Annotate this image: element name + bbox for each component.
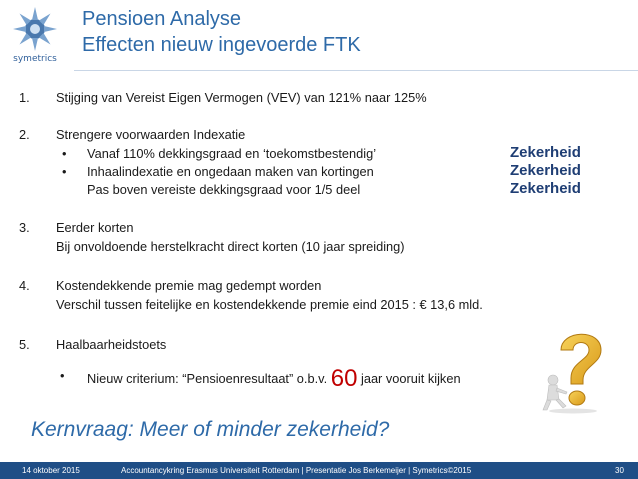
item-2-bullet-1: Vanaf 110% dekkingsgraad en ‘toekomstbestendig’ <box>87 146 377 161</box>
item-2-number: 2. <box>19 127 30 142</box>
item-2-text: Strengere voorwaarden Indexatie <box>56 127 246 142</box>
footer-date: 14 oktober 2015 <box>22 466 80 475</box>
item-4-text: Kostendekkende premie mag gedempt worden <box>56 278 322 293</box>
item-4-sub: Verschil tussen feitelijke en kostendekkende premie eind 2015 : € 13,6 mld. <box>56 297 483 312</box>
criterion-text-after: jaar vooruit kijken <box>360 371 461 386</box>
gear-star-icon <box>12 6 58 52</box>
question-mark-figure-icon <box>539 322 613 414</box>
title-divider <box>74 70 638 71</box>
footer-info: Accountancykring Erasmus Universiteit Rotterdam | Presentatie Jos Berkemeijer | Symetrics©2015 <box>121 466 472 475</box>
footer-bar <box>0 462 638 479</box>
item-3-text: Eerder korten <box>56 220 134 235</box>
zekerheid-label-2: Zekerheid <box>510 162 581 179</box>
item-3-sub: Bij onvoldoende herstelkracht direct korten (10 jaar spreiding) <box>56 239 405 254</box>
title-line-1: Pensioen Analyse <box>82 8 242 30</box>
logo-text: symetrics <box>13 54 57 64</box>
item-2-bullet-2-marker: • <box>62 164 67 179</box>
item-5-criterion <box>87 362 461 390</box>
criterion-number: 60 <box>330 365 358 392</box>
item-5-text: Haalbaarheidstoets <box>56 337 167 352</box>
item-2-bullet-1-marker: • <box>62 146 67 161</box>
page-title <box>82 6 361 58</box>
item-5-number: 5. <box>19 337 30 352</box>
item-5-bullet-marker: • <box>60 368 65 383</box>
key-question: Kernvraag: Meer of minder zekerheid? <box>31 418 390 441</box>
item-2-continuation: Pas boven vereiste dekkingsgraad voor 1/5 deel <box>87 182 361 197</box>
symetrics-logo <box>4 4 66 70</box>
page-number: 30 <box>615 466 624 475</box>
criterion-text-before: Nieuw criterium: “Pensioenresultaat” o.b.v. <box>87 371 328 386</box>
item-1-text: Stijging van Vereist Eigen Vermogen (VEV) van 121% naar 125% <box>56 90 427 105</box>
zekerheid-label-1: Zekerheid <box>510 144 581 161</box>
item-2-bullet-2: Inhaalindexatie en ongedaan maken van kortingen <box>87 164 374 179</box>
item-4-number: 4. <box>19 278 30 293</box>
item-1-number: 1. <box>19 90 30 105</box>
zekerheid-label-3: Zekerheid <box>510 180 581 197</box>
title-line-2: Effecten nieuw ingevoerde FTK <box>82 34 361 56</box>
item-3-number: 3. <box>19 220 30 235</box>
